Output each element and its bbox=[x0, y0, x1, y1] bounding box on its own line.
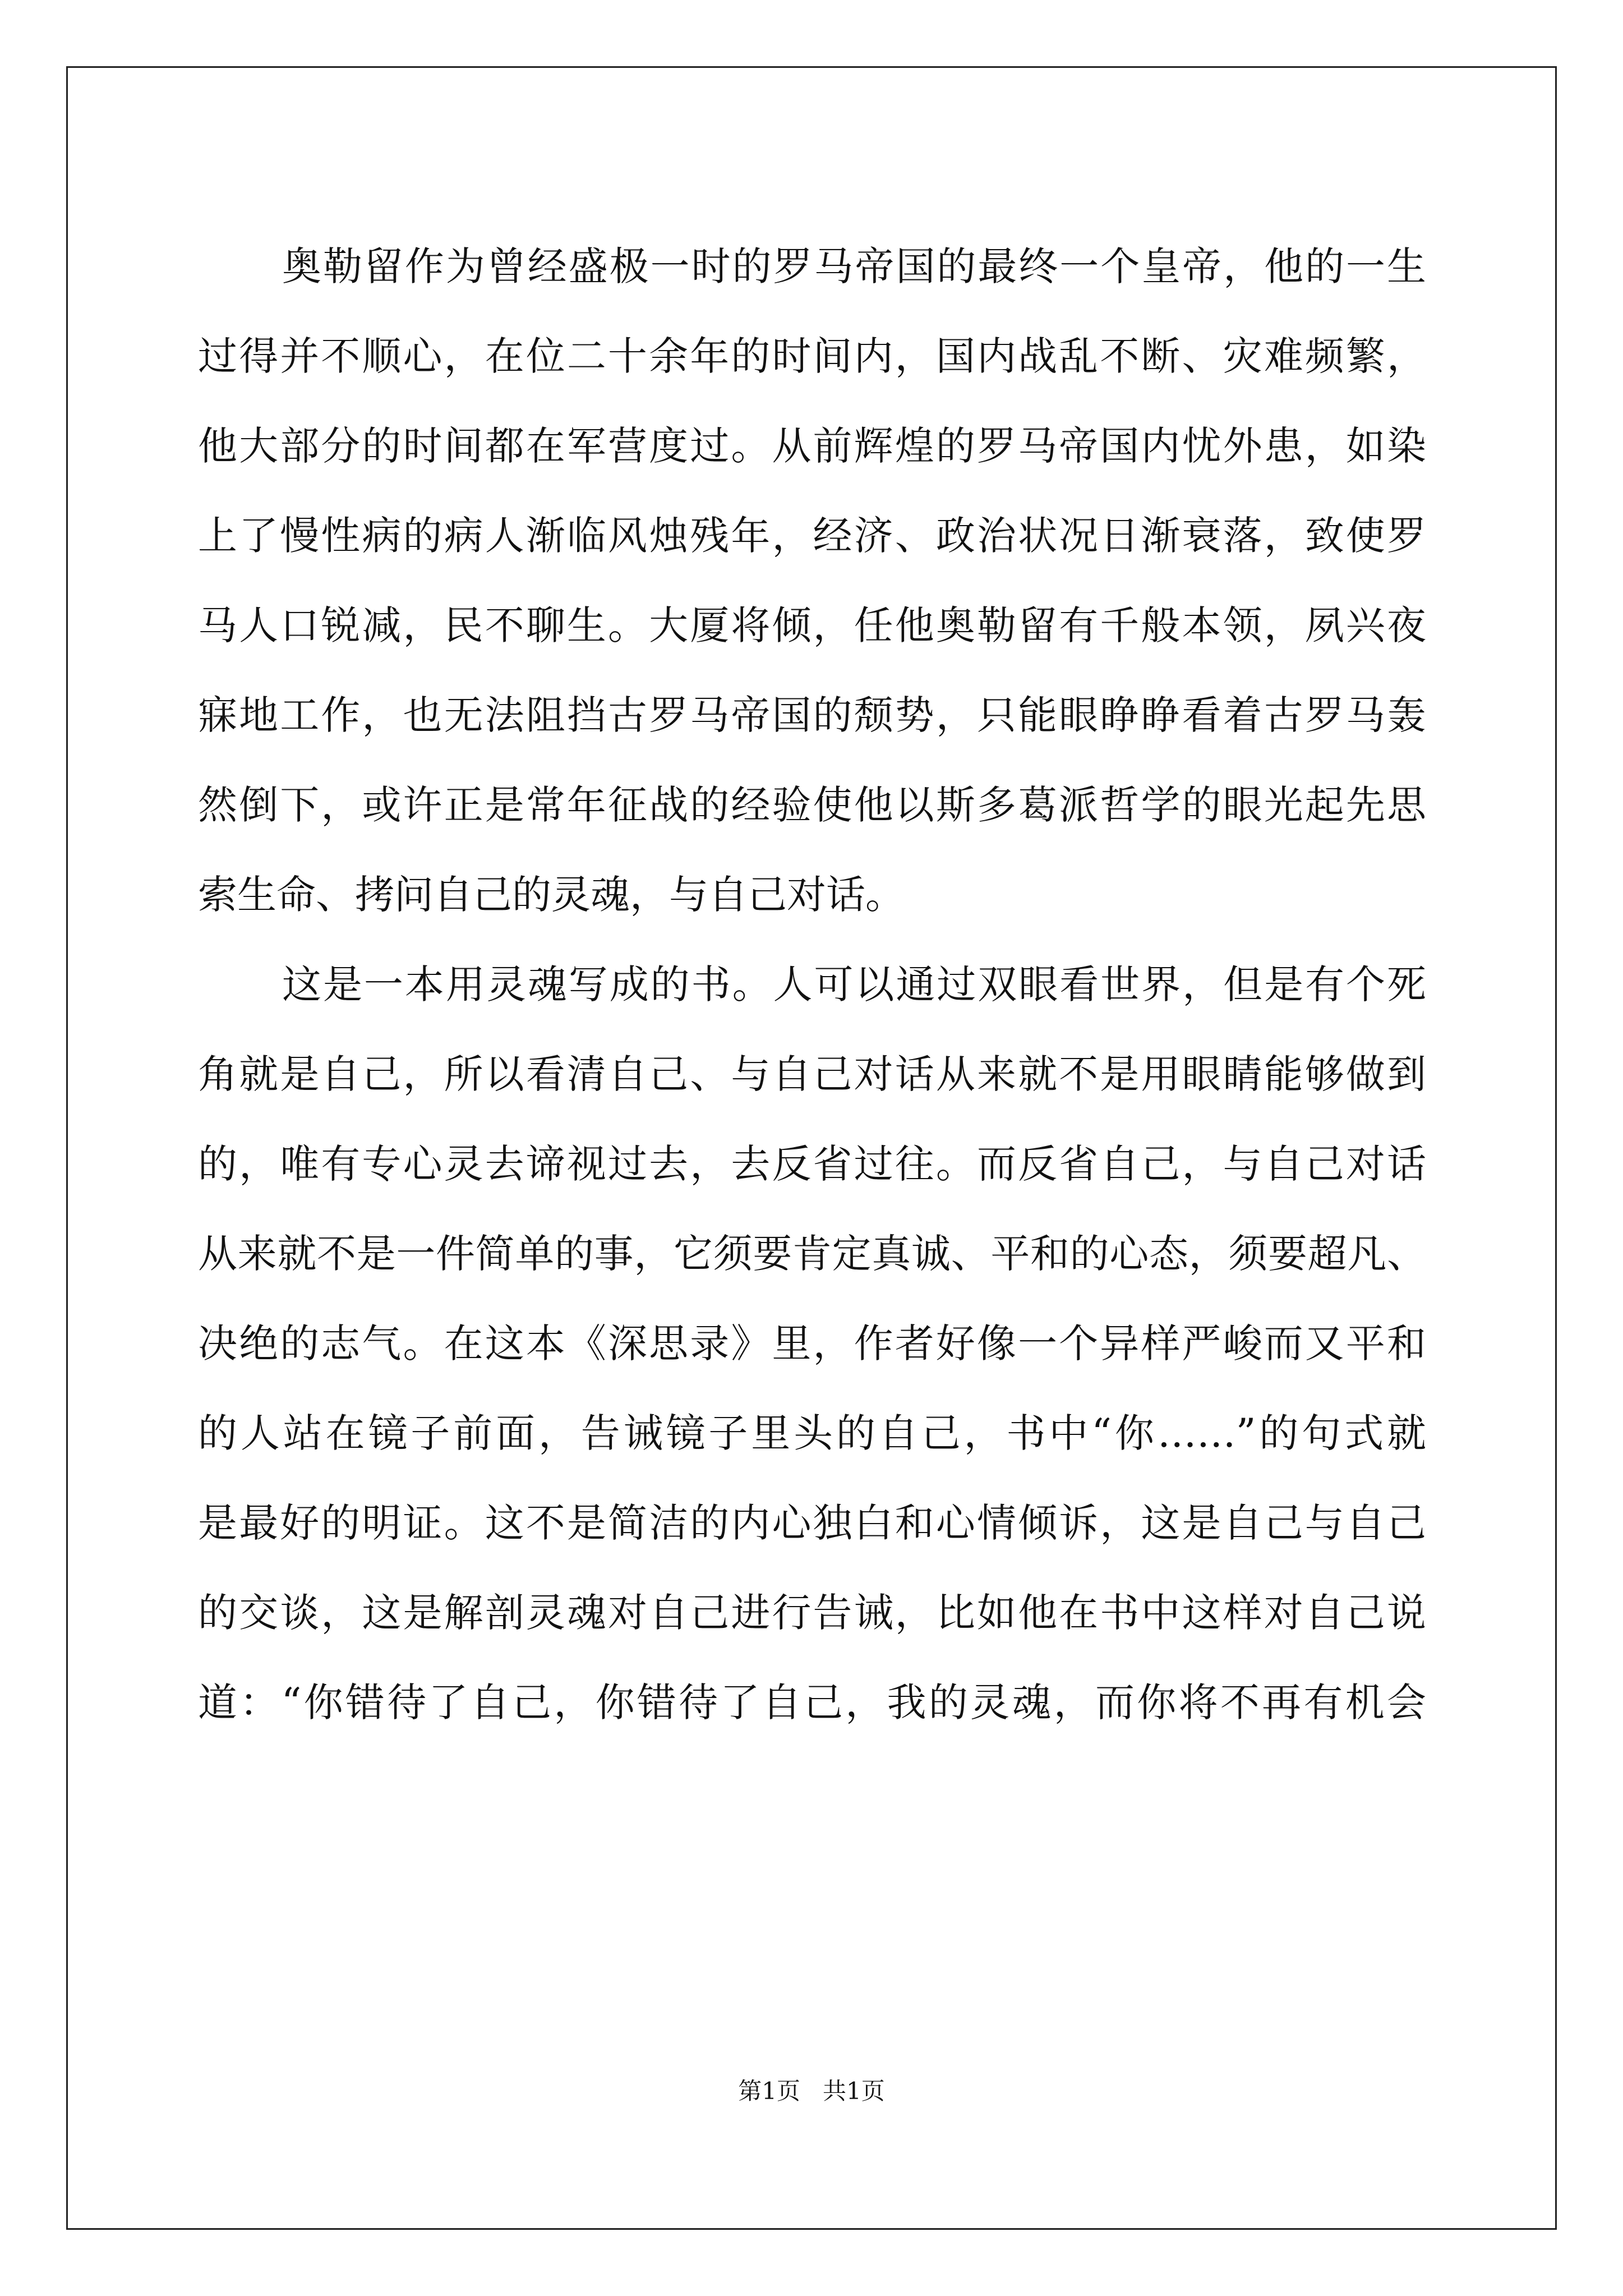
paragraph-line: 道：“你错待了自己，你错待了自己，我的灵魂，而你将不再有机会 bbox=[198, 1680, 1426, 1726]
page-footer bbox=[0, 2074, 1623, 2108]
paragraph-line: 的，唯有专心灵去谛视过去，去反省过往。而反省自己，与自己对话 bbox=[198, 1141, 1426, 1187]
paragraph-line: 奥勒留作为曾经盛极一时的罗马帝国的最终一个皇帝，他的一生 bbox=[282, 243, 1426, 289]
paragraph-line: 然倒下，或许正是常年征战的经验使他以斯多葛派哲学的眼光起先思 bbox=[198, 782, 1426, 828]
paragraph-line: 这是一本用灵魂写成的书。人可以通过双眼看世界，但是有个死 bbox=[282, 961, 1426, 1007]
paragraph-line: 决绝的志气。在这本《深思录》里，作者好像一个异样严峻而又平和 bbox=[198, 1320, 1426, 1366]
paragraph-line: 他大部分的时间都在军营度过。从前辉煌的罗马帝国内忧外患，如染 bbox=[198, 423, 1426, 469]
paragraph-line: 的人站在镜子前面，告诫镜子里头的自己，书中“你……”的句式就 bbox=[198, 1410, 1426, 1456]
paragraph-line: 过得并不顺心，在位二十余年的时间内，国内战乱不断、灾难频繁， bbox=[198, 333, 1426, 379]
paragraph-line: 从来就不是一件简单的事，它须要肯定真诚、平和的心态，须要超凡、 bbox=[198, 1231, 1426, 1277]
paragraph-line: 索生命、拷问自己的灵魂，与自己对话。 bbox=[198, 872, 905, 918]
page-total: 共1页 bbox=[823, 2077, 885, 2105]
paragraph-line: 上了慢性病的病人渐临风烛残年，经济、政治状况日渐衰落，致使罗 bbox=[198, 513, 1426, 559]
paragraph-line: 马人口锐减，民不聊生。大厦将倾，任他奥勒留有千般本领，夙兴夜 bbox=[198, 602, 1426, 648]
paragraph-line: 角就是自己，所以看清自己、与自己对话从来就不是用眼睛能够做到 bbox=[198, 1051, 1426, 1097]
page-number: 第1页 bbox=[738, 2077, 800, 2105]
document-body bbox=[198, 222, 1426, 1747]
paragraph-line: 寐地工作，也无法阻挡古罗马帝国的颓势，只能眼睁睁看着古罗马轰 bbox=[198, 692, 1426, 738]
paragraph-line: 是最好的明证。这不是简洁的内心独白和心情倾诉，这是自己与自己 bbox=[198, 1500, 1426, 1546]
paragraph-line: 的交谈，这是解剖灵魂对自己进行告诫，比如他在书中这样对自己说 bbox=[198, 1590, 1426, 1636]
